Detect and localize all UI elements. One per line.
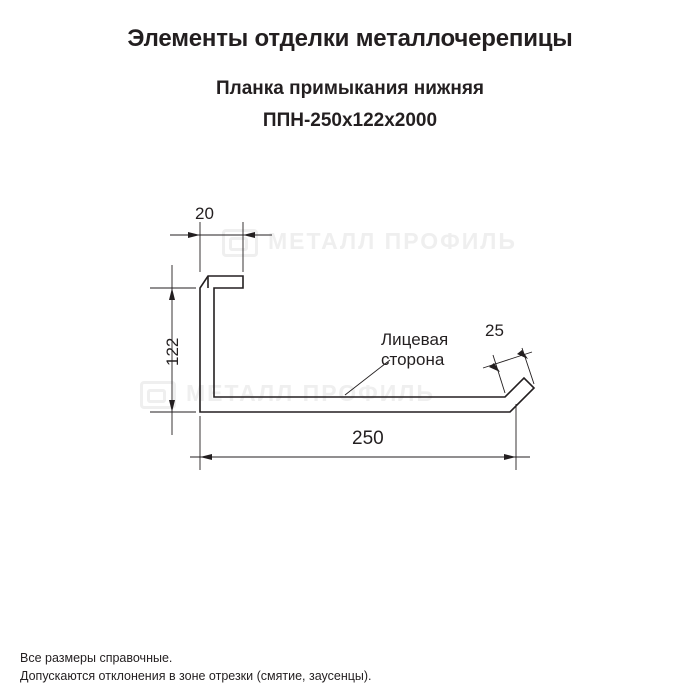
dimension-label-25: 25	[485, 321, 504, 340]
profile-drawing-svg	[0, 180, 700, 510]
dimension-label-20: 20	[195, 204, 214, 223]
dimension-label-122: 122	[163, 337, 182, 366]
callout-face-side-line2: сторона	[381, 350, 445, 369]
title-block	[0, 24, 700, 134]
dimension-label-250: 250	[352, 428, 384, 449]
product-name: Планка примыкания нижняя	[215, 78, 485, 99]
technical-drawing	[0, 180, 700, 510]
footer-note-2: Допускаются отклонения в зоне отрезки (смятие, заусенцы).	[20, 669, 372, 683]
callout-face-side-line1: Лицевая	[381, 330, 449, 349]
product-code: ППН-250х122х2000	[262, 110, 438, 131]
page-title: Элементы отделки металлочерепицы	[127, 25, 573, 52]
watermark-text: МЕТАЛЛ ПРОФИЛЬ	[268, 228, 517, 254]
footer-note-1: Все размеры справочные.	[20, 651, 173, 665]
watermark-text: МЕТАЛЛ ПРОФИЛЬ	[186, 380, 435, 406]
